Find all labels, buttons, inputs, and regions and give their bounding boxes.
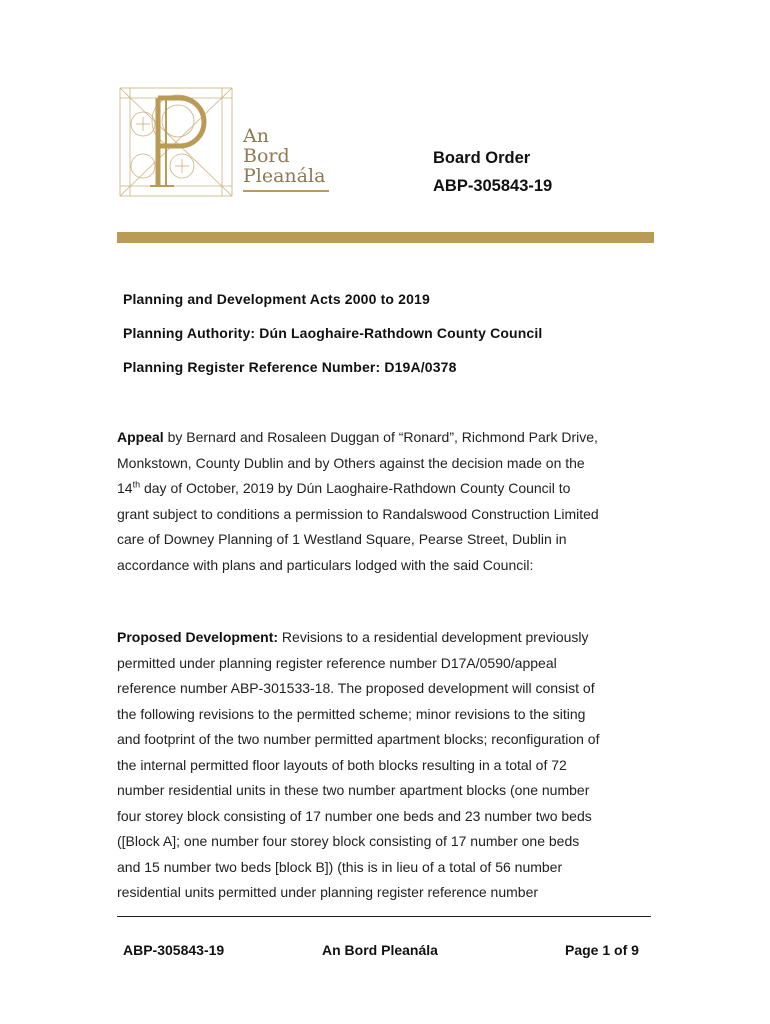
appeal-line-6: accordance with plans and particulars lodged with the said Council: bbox=[117, 556, 534, 573]
proposed-line-9: ([Block A]; one number four storey block consisting of 17 number one beds bbox=[117, 833, 580, 849]
proposed-line-5: and footprint of the two number permitted apartment blocks; reconfiguration of bbox=[117, 731, 600, 747]
document-title: Board Order bbox=[433, 149, 531, 167]
appeal-line-2: Monkstown, County Dublin and by Others against the decision made on the bbox=[117, 454, 585, 471]
appeal-date-suffix: th bbox=[132, 479, 141, 490]
acts-block bbox=[123, 282, 542, 384]
footer-organisation: An Bord Pleanála bbox=[322, 942, 438, 958]
logo-line-2: Bord bbox=[243, 145, 290, 167]
appeal-line-5: care of Downey Planning of 1 Westland Square, Pearse Street, Dublin in bbox=[117, 531, 567, 547]
footer-rule bbox=[117, 916, 651, 917]
appeal-text-1: by Bernard and Rosaleen Duggan of “Ronard”, Richmond Park Drive, bbox=[163, 429, 598, 445]
proposed-line-7: number residential units in these two number apartment blocks (one number bbox=[117, 782, 590, 798]
appeal-line-3 bbox=[117, 476, 657, 502]
document-reference: ABP-305843-19 bbox=[433, 177, 553, 195]
proposed-line-4: the following revisions to the permitted scheme; minor revisions to the siting bbox=[117, 705, 586, 722]
appeal-paragraph bbox=[117, 425, 657, 578]
proposed-text-1: Revisions to a residential development previously bbox=[278, 629, 589, 645]
proposed-line-1 bbox=[117, 625, 657, 651]
proposed-development-paragraph bbox=[117, 625, 657, 906]
proposed-line-8: four storey block consisting of 17 number one beds and 23 number two beds bbox=[117, 807, 592, 824]
proposed-line-6: the internal permitted floor layouts of both blocks resulting in a total of 72 bbox=[117, 756, 567, 773]
appeal-line-4: grant subject to conditions a permission to Randalswood Construction Limited bbox=[117, 505, 599, 522]
acts-line: Planning and Development Acts 2000 to 2019 bbox=[123, 291, 430, 307]
appeal-line-1 bbox=[117, 425, 657, 451]
header-divider-bar bbox=[117, 232, 654, 243]
proposed-line-3: reference number ABP-301533-18. The proposed development will consist of bbox=[117, 680, 595, 696]
register-reference-line: Planning Register Reference Number: D19A/0378 bbox=[123, 359, 457, 375]
logo-wordmark bbox=[243, 126, 325, 186]
appeal-text-3: day of October, 2019 by Dún Laoghaire-Rathdown County Council to bbox=[140, 480, 571, 496]
proposed-line-2: permitted under planning register reference number D17A/0590/appeal bbox=[117, 654, 557, 671]
logo-underline bbox=[243, 190, 329, 192]
footer-page-number: Page 1 of 9 bbox=[565, 942, 639, 958]
proposed-label: Proposed Development: bbox=[117, 629, 279, 645]
planning-authority-line: Planning Authority: Dún Laoghaire-Rathdown County Council bbox=[123, 325, 543, 341]
proposed-line-10: and 15 number two beds [block B]) (this is in lieu of a total of 56 number bbox=[117, 858, 563, 875]
appeal-label: Appeal bbox=[117, 429, 164, 445]
proposed-line-11: residential units permitted under planning register reference number bbox=[117, 884, 539, 900]
footer-reference: ABP-305843-19 bbox=[123, 942, 225, 958]
logo-line-3: Pleanála bbox=[243, 165, 326, 187]
logo-line-1: An bbox=[243, 125, 269, 147]
document-header bbox=[433, 144, 552, 200]
appeal-date-day: 14 bbox=[117, 480, 133, 496]
